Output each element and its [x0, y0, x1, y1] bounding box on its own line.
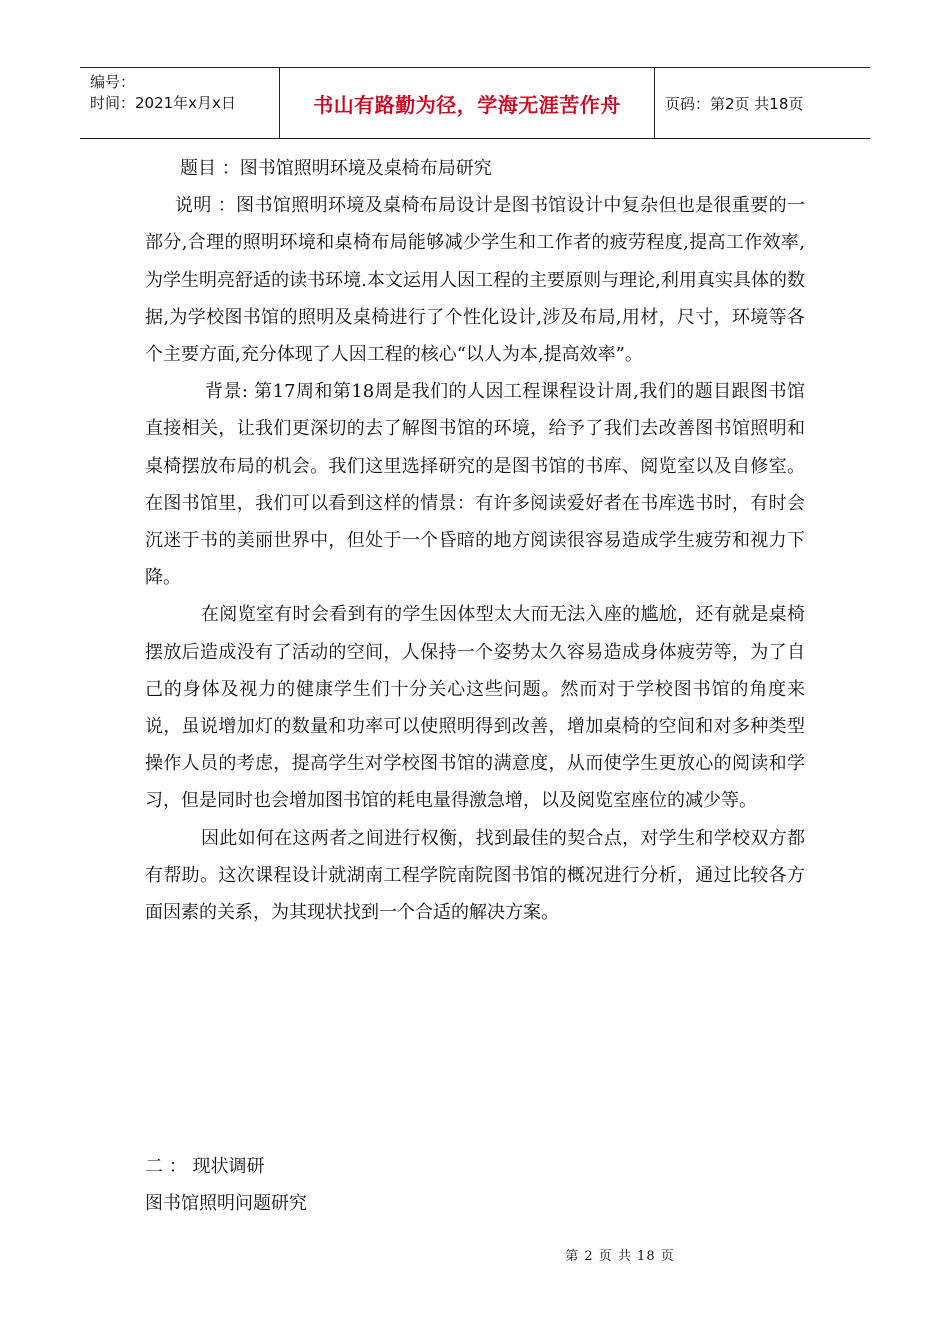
- page-header: [80, 67, 870, 139]
- background-paragraph: 背景: 第17周和第18周是我们的人因工程课程设计周,我们的题目跟图书馆直接相关，让我们更深切的去了解图书馆的环境，给予了我们去改善图书馆照明和桌椅摆放布局的机会。我们这里选择研究的是图书馆的书库、阅览室以及自修室。在图书馆里，我们可以看到这样的情景：有许多阅读爱好者在书库选书时，有时会沉迷于书的美丽世界中，但处于一个昏暗的地方阅读很容易造成学生疲劳和视力下降。: [145, 381, 805, 589]
- header-motto-cell: [280, 68, 655, 138]
- section-subheading: 图书馆照明问题研究: [145, 1193, 307, 1214]
- section-heading: 二 ： 现状调研: [145, 1156, 265, 1177]
- document-title: 题目 ：图书馆照明环境及桌椅布局研究: [180, 158, 492, 179]
- section-block: [145, 1148, 805, 1222]
- header-page-info-cell: [655, 68, 870, 138]
- document-body: [145, 150, 805, 931]
- header-motto: 书山有路勤为径，学海无涯苦作舟: [313, 92, 621, 117]
- body-paragraph: 在阅览室有时会看到有的学生因体型太大而无法入座的尴尬，还有就是桌椅摆放后造成没有了活动的空间，人保持一个姿势太久容易造成身体疲劳等，为了自己的身体及视力的健康学生们十分关心这些问题。然而对于学校图书馆的角度来说，虽说增加灯的数量和功率可以使照明得到改善，增加桌椅的空间和对多种类型操作人员的考虑，提高学生对学校图书馆的满意度，从而使学生更放心的阅读和学习，但是同时也会增加图书馆的耗电量得激急增，以及阅览室座位的减少等。: [145, 604, 805, 812]
- body-paragraph: 因此如何在这两者之间进行权衡，找到最佳的契合点，对学生和学校双方都有帮助。这次课程设计就湖南工程学院南院图书馆的概况进行分析，通过比较各方面因素的关系，为其现状找到一个合适的解决方案。: [145, 827, 805, 924]
- header-meta: [80, 68, 280, 138]
- document-number: 编号：: [90, 73, 136, 91]
- description-paragraph: 说明 ：图书馆照明环境及桌椅布局设计是图书馆设计中复杂但也是很重要的一部分,合理的照明环境和桌椅布局能够减少学生和工作者的疲劳程度,提高工作效率,为学生明亮舒适的读书环境.本文运用人因工程的主要原则与理论,利用真实具体的数据,为学校图书馆的照明及桌椅进行了个性化设计,涉及布局,用材，尺寸，环境等各个主要方面,充分体现了人因工程的核心“以人为本,提高效率”。: [145, 195, 805, 366]
- page-footer: 第 2 页 共 18 页: [565, 1249, 675, 1264]
- header-page-info: 页码：第2页 共18页: [665, 94, 804, 113]
- document-date: 时间：2021年x月x日: [90, 94, 236, 112]
